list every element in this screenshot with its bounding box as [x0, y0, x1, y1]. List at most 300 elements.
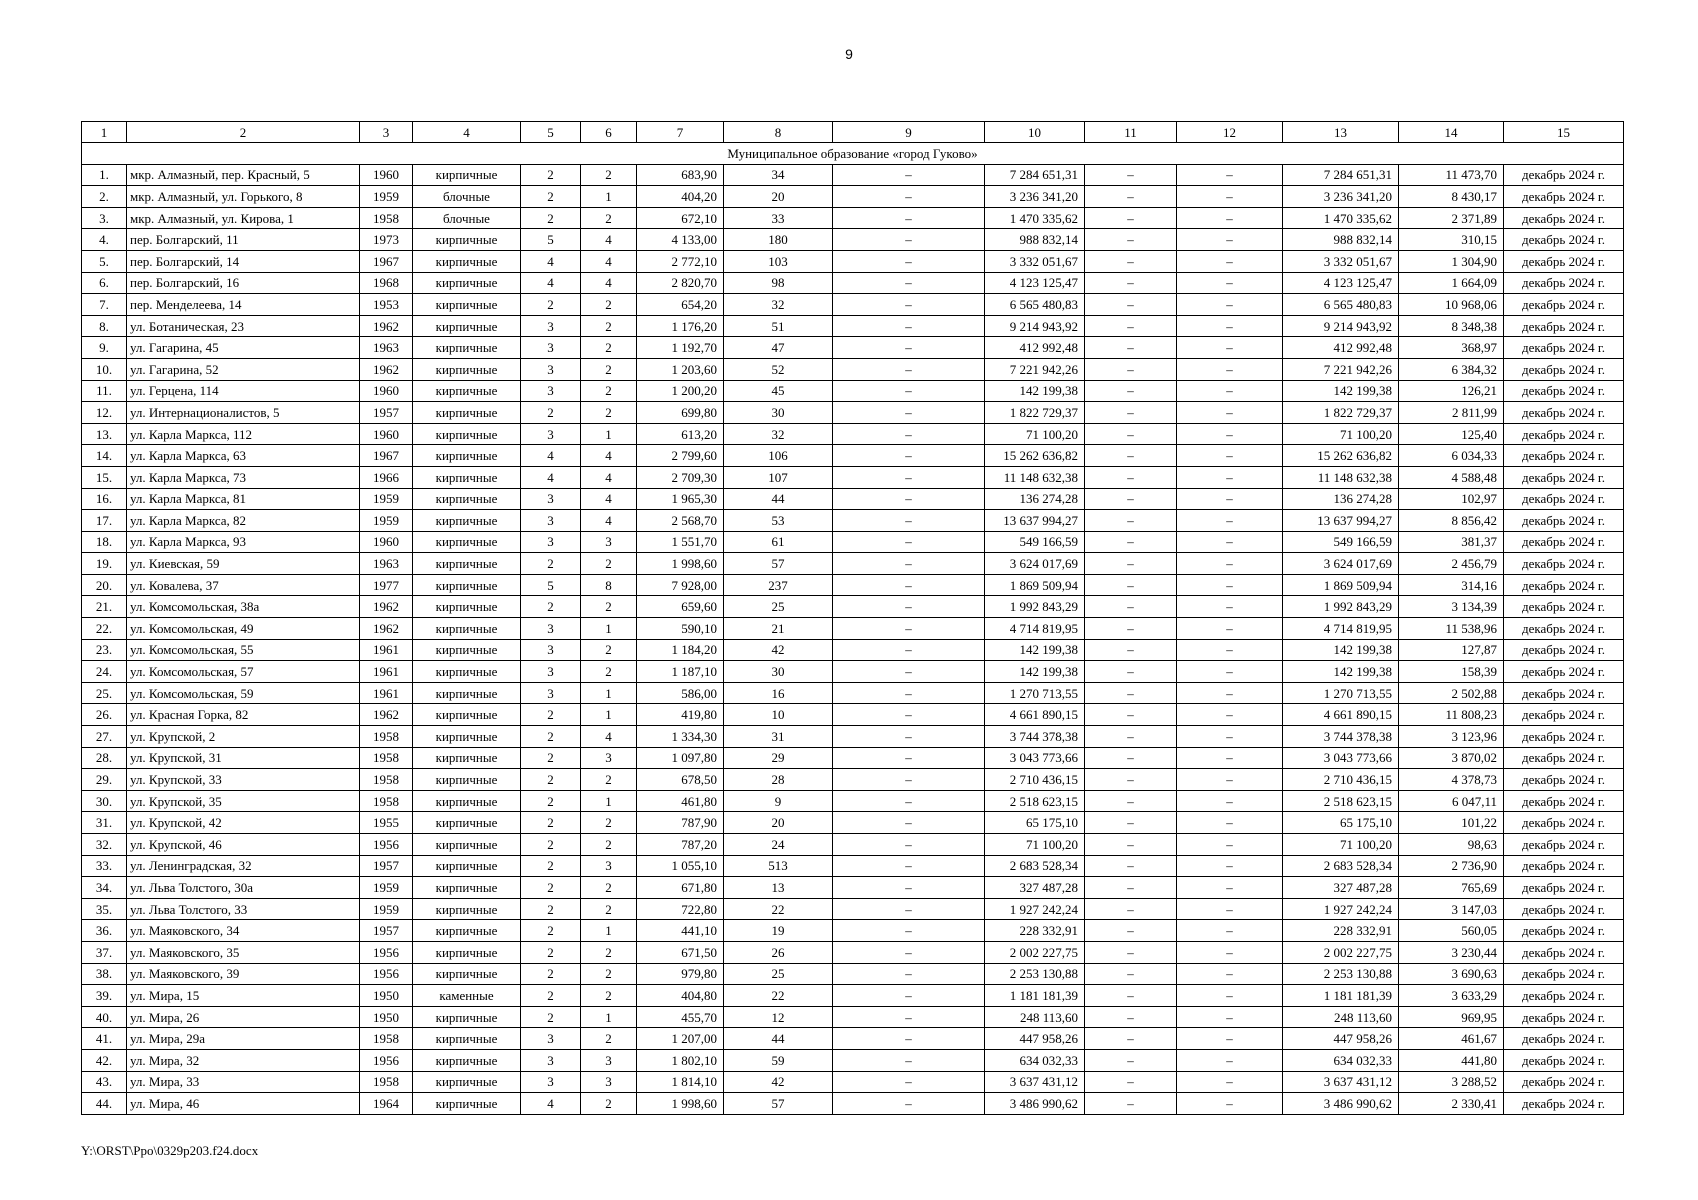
area-cell: 1 176,20 [637, 315, 724, 337]
year-built-cell: 1961 [360, 682, 413, 704]
wall-material-cell: кирпичные [413, 920, 521, 942]
cell-12-cell: – [1177, 1093, 1283, 1115]
cell-11-cell: – [1085, 963, 1177, 985]
year-built-cell: 1960 [360, 423, 413, 445]
year-built-cell: 1958 [360, 207, 413, 229]
year-built-cell: 1956 [360, 1049, 413, 1071]
table-row [82, 466, 1624, 488]
cell-11-cell: – [1085, 985, 1177, 1007]
cell-9-cell: – [833, 423, 985, 445]
column-number-header-row [82, 122, 1624, 143]
residents-cell: 20 [724, 812, 833, 834]
entrances-cell: 4 [581, 488, 637, 510]
floors-cell: 2 [521, 186, 581, 208]
residents-cell: 29 [724, 747, 833, 769]
address-cell: ул. Комсомольская, 59 [127, 682, 360, 704]
cell-12-cell: – [1177, 941, 1283, 963]
cell-9-cell: – [833, 769, 985, 791]
total-cost-cell: 71 100,20 [985, 423, 1085, 445]
year-built-cell: 1961 [360, 661, 413, 683]
year-built-cell: 1958 [360, 747, 413, 769]
row-number-cell: 23. [82, 639, 127, 661]
cell-11-cell: – [1085, 553, 1177, 575]
area-cell: 1 055,10 [637, 855, 724, 877]
area-cell: 2 820,70 [637, 272, 724, 294]
floors-cell: 3 [521, 1028, 581, 1050]
floors-cell: 4 [521, 1093, 581, 1115]
cost-col-13-cell: 2 253 130,88 [1283, 963, 1399, 985]
area-cell: 1 998,60 [637, 1093, 724, 1115]
total-cost-cell: 4 123 125,47 [985, 272, 1085, 294]
floors-cell: 2 [521, 726, 581, 748]
address-cell: ул. Интернационалистов, 5 [127, 402, 360, 424]
residents-cell: 22 [724, 985, 833, 1007]
row-number-cell: 41. [82, 1028, 127, 1050]
address-cell: ул. Мира, 29а [127, 1028, 360, 1050]
wall-material-cell: кирпичные [413, 337, 521, 359]
year-built-cell: 1962 [360, 618, 413, 640]
cell-12-cell: – [1177, 337, 1283, 359]
column-header: 13 [1283, 122, 1399, 143]
residents-cell: 25 [724, 963, 833, 985]
floors-cell: 2 [521, 553, 581, 575]
cell-11-cell: – [1085, 1006, 1177, 1028]
cell-12-cell: – [1177, 510, 1283, 532]
area-cell: 1 192,70 [637, 337, 724, 359]
row-number-cell: 15. [82, 466, 127, 488]
cost-col-13-cell: 71 100,20 [1283, 834, 1399, 856]
cell-11-cell: – [1085, 402, 1177, 424]
cell-9-cell: – [833, 682, 985, 704]
deadline-cell: декабрь 2024 г. [1504, 466, 1624, 488]
cell-11-cell: – [1085, 358, 1177, 380]
year-built-cell: 1967 [360, 445, 413, 467]
residents-cell: 30 [724, 661, 833, 683]
deadline-cell: декабрь 2024 г. [1504, 1006, 1624, 1028]
column-header: 15 [1504, 122, 1624, 143]
entrances-cell: 4 [581, 272, 637, 294]
wall-material-cell: кирпичные [413, 553, 521, 575]
wall-material-cell: блочные [413, 207, 521, 229]
cost-col-13-cell: 2 518 623,15 [1283, 790, 1399, 812]
wall-material-cell: кирпичные [413, 1049, 521, 1071]
address-cell: ул. Карла Маркса, 81 [127, 488, 360, 510]
table-row [82, 337, 1624, 359]
deadline-cell: декабрь 2024 г. [1504, 726, 1624, 748]
floors-cell: 2 [521, 855, 581, 877]
area-cell: 678,50 [637, 769, 724, 791]
cost-col-13-cell: 65 175,10 [1283, 812, 1399, 834]
cell-9-cell: – [833, 812, 985, 834]
deadline-cell: декабрь 2024 г. [1504, 682, 1624, 704]
address-cell: ул. Мира, 33 [127, 1071, 360, 1093]
area-cell: 671,80 [637, 877, 724, 899]
total-cost-cell: 2 710 436,15 [985, 769, 1085, 791]
year-built-cell: 1958 [360, 726, 413, 748]
cell-12-cell: – [1177, 423, 1283, 445]
table-row [82, 1049, 1624, 1071]
wall-material-cell: кирпичные [413, 834, 521, 856]
cost-per-sqm-cell: 102,97 [1399, 488, 1504, 510]
row-number-cell: 43. [82, 1071, 127, 1093]
residents-cell: 180 [724, 229, 833, 251]
cell-11-cell: – [1085, 272, 1177, 294]
row-number-cell: 18. [82, 531, 127, 553]
year-built-cell: 1962 [360, 596, 413, 618]
cost-col-13-cell: 1 869 509,94 [1283, 574, 1399, 596]
cell-11-cell: – [1085, 315, 1177, 337]
floors-cell: 3 [521, 358, 581, 380]
residents-cell: 59 [724, 1049, 833, 1071]
cell-9-cell: – [833, 574, 985, 596]
total-cost-cell: 1 270 713,55 [985, 682, 1085, 704]
total-cost-cell: 3 744 378,38 [985, 726, 1085, 748]
row-number-cell: 40. [82, 1006, 127, 1028]
floors-cell: 4 [521, 445, 581, 467]
cell-11-cell: – [1085, 1028, 1177, 1050]
table-row [82, 1006, 1624, 1028]
total-cost-cell: 11 148 632,38 [985, 466, 1085, 488]
cell-12-cell: – [1177, 596, 1283, 618]
row-number-cell: 10. [82, 358, 127, 380]
deadline-cell: декабрь 2024 г. [1504, 207, 1624, 229]
address-cell: ул. Карла Маркса, 63 [127, 445, 360, 467]
total-cost-cell: 3 624 017,69 [985, 553, 1085, 575]
cost-per-sqm-cell: 765,69 [1399, 877, 1504, 899]
row-number-cell: 7. [82, 294, 127, 316]
wall-material-cell: кирпичные [413, 941, 521, 963]
cost-col-13-cell: 7 221 942,26 [1283, 358, 1399, 380]
residents-cell: 31 [724, 726, 833, 748]
column-header: 10 [985, 122, 1085, 143]
cost-col-13-cell: 1 927 242,24 [1283, 898, 1399, 920]
cell-9-cell: – [833, 380, 985, 402]
row-number-cell: 36. [82, 920, 127, 942]
cell-11-cell: – [1085, 1093, 1177, 1115]
wall-material-cell: кирпичные [413, 574, 521, 596]
entrances-cell: 4 [581, 445, 637, 467]
area-cell: 4 133,00 [637, 229, 724, 251]
table-row [82, 812, 1624, 834]
total-cost-cell: 2 518 623,15 [985, 790, 1085, 812]
table-row [82, 985, 1624, 1007]
wall-material-cell: кирпичные [413, 704, 521, 726]
floors-cell: 2 [521, 1006, 581, 1028]
area-cell: 2 772,10 [637, 250, 724, 272]
table-row [82, 445, 1624, 467]
area-cell: 1 998,60 [637, 553, 724, 575]
floors-cell: 2 [521, 164, 581, 186]
row-number-cell: 35. [82, 898, 127, 920]
entrances-cell: 2 [581, 315, 637, 337]
floors-cell: 3 [521, 380, 581, 402]
residents-cell: 53 [724, 510, 833, 532]
cell-12-cell: – [1177, 855, 1283, 877]
page-number: 9 [845, 46, 853, 62]
floors-cell: 3 [521, 531, 581, 553]
table-row [82, 726, 1624, 748]
area-cell: 7 928,00 [637, 574, 724, 596]
wall-material-cell: кирпичные [413, 466, 521, 488]
year-built-cell: 1955 [360, 812, 413, 834]
cost-per-sqm-cell: 4 378,73 [1399, 769, 1504, 791]
cell-9-cell: – [833, 186, 985, 208]
year-built-cell: 1963 [360, 553, 413, 575]
address-cell: ул. Льва Толстого, 30а [127, 877, 360, 899]
table-row [82, 963, 1624, 985]
residents-cell: 25 [724, 596, 833, 618]
floors-cell: 2 [521, 834, 581, 856]
floors-cell: 3 [521, 1071, 581, 1093]
address-cell: мкр. Алмазный, ул. Кирова, 1 [127, 207, 360, 229]
row-number-cell: 26. [82, 704, 127, 726]
cost-per-sqm-cell: 6 047,11 [1399, 790, 1504, 812]
address-cell: ул. Маяковского, 39 [127, 963, 360, 985]
wall-material-cell: каменные [413, 985, 521, 1007]
area-cell: 2 709,30 [637, 466, 724, 488]
entrances-cell: 3 [581, 855, 637, 877]
residents-cell: 44 [724, 488, 833, 510]
cell-12-cell: – [1177, 769, 1283, 791]
row-number-cell: 21. [82, 596, 127, 618]
row-number-cell: 1. [82, 164, 127, 186]
deadline-cell: декабрь 2024 г. [1504, 294, 1624, 316]
wall-material-cell: кирпичные [413, 855, 521, 877]
cell-12-cell: – [1177, 1006, 1283, 1028]
deadline-cell: декабрь 2024 г. [1504, 358, 1624, 380]
row-number-cell: 14. [82, 445, 127, 467]
cell-12-cell: – [1177, 315, 1283, 337]
cell-12-cell: – [1177, 380, 1283, 402]
cost-per-sqm-cell: 6 034,33 [1399, 445, 1504, 467]
area-cell: 683,90 [637, 164, 724, 186]
total-cost-cell: 3 486 990,62 [985, 1093, 1085, 1115]
total-cost-cell: 7 284 651,31 [985, 164, 1085, 186]
address-cell: ул. Гагарина, 45 [127, 337, 360, 359]
wall-material-cell: кирпичные [413, 812, 521, 834]
entrances-cell: 2 [581, 661, 637, 683]
cost-per-sqm-cell: 381,37 [1399, 531, 1504, 553]
wall-material-cell: кирпичные [413, 726, 521, 748]
total-cost-cell: 2 253 130,88 [985, 963, 1085, 985]
deadline-cell: декабрь 2024 г. [1504, 250, 1624, 272]
total-cost-cell: 4 714 819,95 [985, 618, 1085, 640]
total-cost-cell: 327 487,28 [985, 877, 1085, 899]
cost-per-sqm-cell: 125,40 [1399, 423, 1504, 445]
area-cell: 699,80 [637, 402, 724, 424]
table-row [82, 488, 1624, 510]
wall-material-cell: кирпичные [413, 898, 521, 920]
cost-col-13-cell: 3 043 773,66 [1283, 747, 1399, 769]
area-cell: 659,60 [637, 596, 724, 618]
table-row [82, 294, 1624, 316]
cost-col-13-cell: 2 683 528,34 [1283, 855, 1399, 877]
cell-9-cell: – [833, 790, 985, 812]
residents-cell: 98 [724, 272, 833, 294]
table-row [82, 250, 1624, 272]
floors-cell: 3 [521, 488, 581, 510]
cost-per-sqm-cell: 127,87 [1399, 639, 1504, 661]
cell-9-cell: – [833, 553, 985, 575]
floors-cell: 4 [521, 250, 581, 272]
table-row [82, 1071, 1624, 1093]
column-header: 6 [581, 122, 637, 143]
cell-11-cell: – [1085, 294, 1177, 316]
area-cell: 787,90 [637, 812, 724, 834]
total-cost-cell: 15 262 636,82 [985, 445, 1085, 467]
cost-per-sqm-cell: 1 664,09 [1399, 272, 1504, 294]
entrances-cell: 2 [581, 1028, 637, 1050]
year-built-cell: 1962 [360, 315, 413, 337]
deadline-cell: декабрь 2024 г. [1504, 812, 1624, 834]
table-row [82, 423, 1624, 445]
residents-cell: 24 [724, 834, 833, 856]
year-built-cell: 1957 [360, 855, 413, 877]
row-number-cell: 24. [82, 661, 127, 683]
cell-9-cell: – [833, 941, 985, 963]
total-cost-cell: 3 236 341,20 [985, 186, 1085, 208]
cell-12-cell: – [1177, 553, 1283, 575]
cell-9-cell: – [833, 272, 985, 294]
entrances-cell: 2 [581, 941, 637, 963]
total-cost-cell: 2 002 227,75 [985, 941, 1085, 963]
cost-per-sqm-cell: 368,97 [1399, 337, 1504, 359]
area-cell: 1 814,10 [637, 1071, 724, 1093]
year-built-cell: 1959 [360, 510, 413, 532]
table-row [82, 682, 1624, 704]
total-cost-cell: 447 958,26 [985, 1028, 1085, 1050]
row-number-cell: 4. [82, 229, 127, 251]
cell-9-cell: – [833, 747, 985, 769]
residents-cell: 20 [724, 186, 833, 208]
area-cell: 1 097,80 [637, 747, 724, 769]
cell-11-cell: – [1085, 704, 1177, 726]
row-number-cell: 29. [82, 769, 127, 791]
table-row [82, 380, 1624, 402]
cell-9-cell: – [833, 337, 985, 359]
entrances-cell: 2 [581, 164, 637, 186]
cost-per-sqm-cell: 3 147,03 [1399, 898, 1504, 920]
area-cell: 404,80 [637, 985, 724, 1007]
deadline-cell: декабрь 2024 г. [1504, 164, 1624, 186]
cost-per-sqm-cell: 969,95 [1399, 1006, 1504, 1028]
cell-12-cell: – [1177, 1049, 1283, 1071]
floors-cell: 2 [521, 704, 581, 726]
address-cell: ул. Комсомольская, 49 [127, 618, 360, 640]
residents-cell: 21 [724, 618, 833, 640]
cell-12-cell: – [1177, 574, 1283, 596]
table-row [82, 272, 1624, 294]
floors-cell: 2 [521, 747, 581, 769]
row-number-cell: 33. [82, 855, 127, 877]
row-number-cell: 17. [82, 510, 127, 532]
cell-9-cell: – [833, 1028, 985, 1050]
column-header: 5 [521, 122, 581, 143]
entrances-cell: 4 [581, 250, 637, 272]
cost-col-13-cell: 634 032,33 [1283, 1049, 1399, 1071]
cell-11-cell: – [1085, 769, 1177, 791]
cost-per-sqm-cell: 310,15 [1399, 229, 1504, 251]
cost-col-13-cell: 228 332,91 [1283, 920, 1399, 942]
row-number-cell: 16. [82, 488, 127, 510]
row-number-cell: 2. [82, 186, 127, 208]
floors-cell: 2 [521, 596, 581, 618]
deadline-cell: декабрь 2024 г. [1504, 963, 1624, 985]
cell-9-cell: – [833, 402, 985, 424]
cell-11-cell: – [1085, 510, 1177, 532]
row-number-cell: 30. [82, 790, 127, 812]
deadline-cell: декабрь 2024 г. [1504, 855, 1624, 877]
wall-material-cell: кирпичные [413, 1093, 521, 1115]
cost-per-sqm-cell: 1 304,90 [1399, 250, 1504, 272]
address-cell: ул. Ботаническая, 23 [127, 315, 360, 337]
residents-cell: 13 [724, 877, 833, 899]
address-cell: ул. Маяковского, 34 [127, 920, 360, 942]
total-cost-cell: 4 661 890,15 [985, 704, 1085, 726]
total-cost-cell: 1 869 509,94 [985, 574, 1085, 596]
area-cell: 455,70 [637, 1006, 724, 1028]
area-cell: 671,50 [637, 941, 724, 963]
cell-9-cell: – [833, 1093, 985, 1115]
year-built-cell: 1956 [360, 834, 413, 856]
cell-9-cell: – [833, 639, 985, 661]
wall-material-cell: кирпичные [413, 661, 521, 683]
residents-cell: 45 [724, 380, 833, 402]
area-cell: 419,80 [637, 704, 724, 726]
document-file-path: Y:\ORST\Ppo\0329p203.f24.docx [81, 1143, 259, 1158]
cell-11-cell: – [1085, 747, 1177, 769]
deadline-cell: декабрь 2024 г. [1504, 941, 1624, 963]
address-cell: ул. Мира, 46 [127, 1093, 360, 1115]
wall-material-cell: кирпичные [413, 315, 521, 337]
table-row [82, 402, 1624, 424]
cell-11-cell: – [1085, 834, 1177, 856]
column-header: 2 [127, 122, 360, 143]
wall-material-cell: кирпичные [413, 531, 521, 553]
floors-cell: 3 [521, 618, 581, 640]
address-cell: ул. Крупской, 35 [127, 790, 360, 812]
year-built-cell: 1957 [360, 920, 413, 942]
total-cost-cell: 228 332,91 [985, 920, 1085, 942]
wall-material-cell: кирпичные [413, 380, 521, 402]
table-row [82, 164, 1624, 186]
row-number-cell: 27. [82, 726, 127, 748]
cell-9-cell: – [833, 855, 985, 877]
cell-9-cell: – [833, 596, 985, 618]
table-row [82, 574, 1624, 596]
section-title: Муниципальное образование «город Гуково» [82, 143, 1624, 165]
cell-9-cell: – [833, 510, 985, 532]
cost-per-sqm-cell: 3 123,96 [1399, 726, 1504, 748]
cell-11-cell: – [1085, 855, 1177, 877]
area-cell: 2 799,60 [637, 445, 724, 467]
cell-9-cell: – [833, 466, 985, 488]
residents-cell: 52 [724, 358, 833, 380]
area-cell: 1 200,20 [637, 380, 724, 402]
cell-12-cell: – [1177, 358, 1283, 380]
cell-11-cell: – [1085, 877, 1177, 899]
floors-cell: 2 [521, 920, 581, 942]
cost-per-sqm-cell: 314,16 [1399, 574, 1504, 596]
cell-9-cell: – [833, 358, 985, 380]
address-cell: пер. Болгарский, 11 [127, 229, 360, 251]
deadline-cell: декабрь 2024 г. [1504, 380, 1624, 402]
year-built-cell: 1962 [360, 704, 413, 726]
address-cell: мкр. Алмазный, пер. Красный, 5 [127, 164, 360, 186]
cell-12-cell: – [1177, 618, 1283, 640]
deadline-cell: декабрь 2024 г. [1504, 661, 1624, 683]
cost-per-sqm-cell: 3 690,63 [1399, 963, 1504, 985]
